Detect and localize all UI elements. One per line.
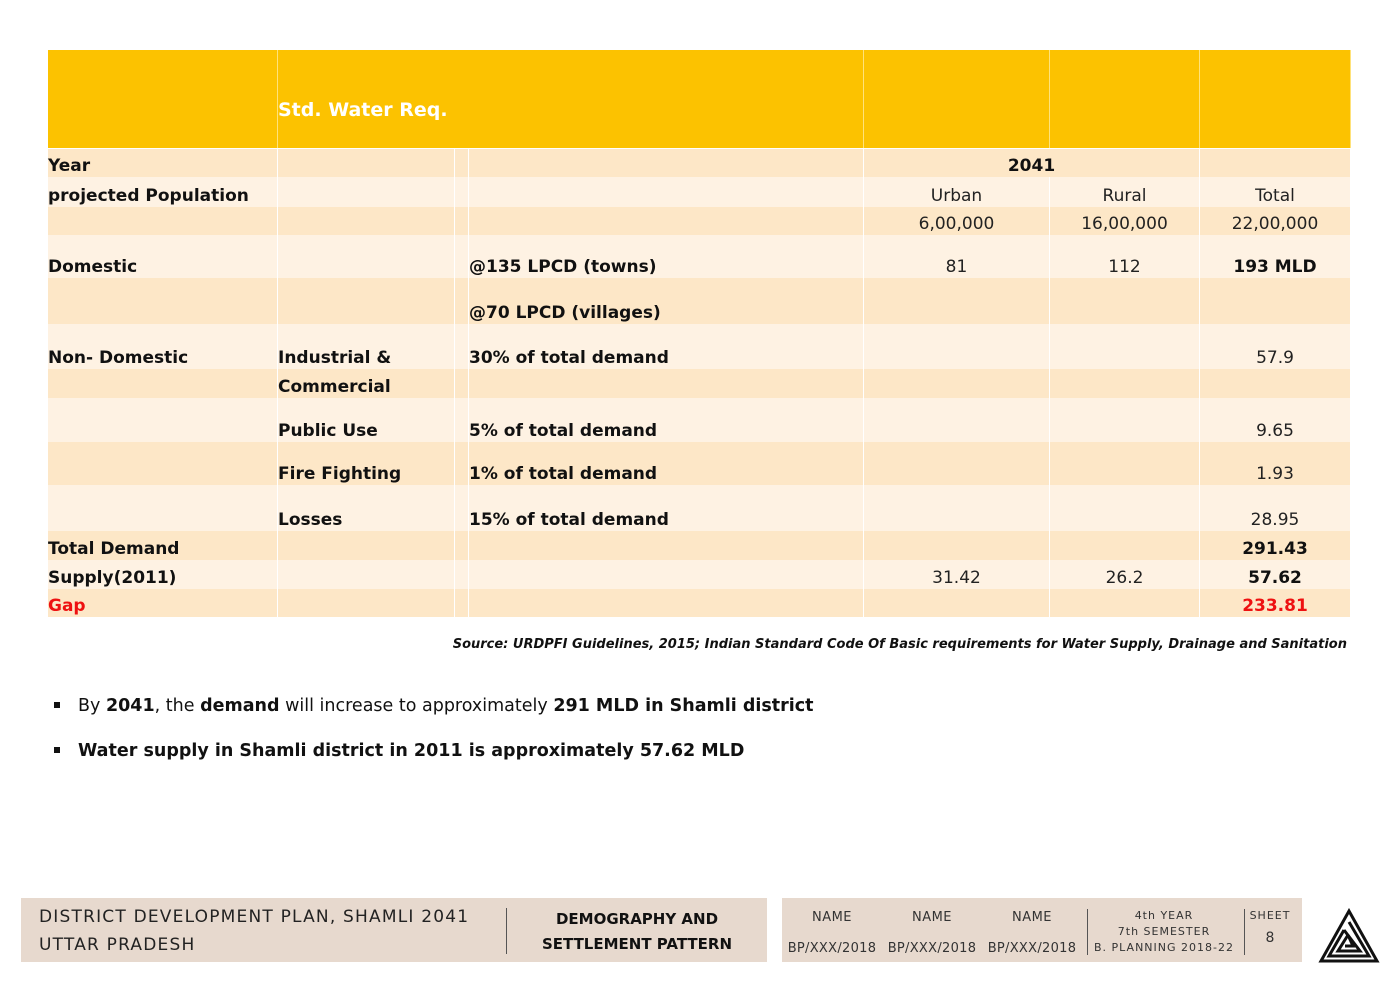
table-row-non-domestic: [48, 324, 1351, 369]
industrial-standard: 30% of total demand: [469, 348, 669, 368]
student-name-1: NAME: [811, 910, 853, 925]
plan-title: DISTRICT DEVELOPMENT PLAN, SHAMLI 2041: [39, 907, 470, 927]
fire-fighting-total: 1.93: [1256, 464, 1294, 484]
table-row-gap: [48, 589, 1351, 617]
supply-urban: 31.42: [932, 568, 981, 588]
population-label: projected Population: [48, 186, 249, 206]
population-urban: 6,00,000: [918, 214, 995, 234]
footer-title-block: [21, 898, 767, 962]
supply-label: Supply(2011): [48, 568, 177, 588]
course-name: B. PLANNING 2018-22: [1094, 941, 1234, 954]
table-header-row: [48, 50, 1351, 148]
column-rural: Rural: [1102, 186, 1147, 206]
student-id-1: BP/XXX/2018: [787, 941, 877, 956]
losses-total: 28.95: [1250, 510, 1300, 530]
footer-info-block: [782, 898, 1302, 962]
fire-fighting-label: Fire Fighting: [278, 464, 402, 484]
section-title-line2: SETTLEMENT PATTERN: [541, 935, 733, 953]
year-value: 2041: [1007, 156, 1056, 176]
gap-value: 233.81: [1242, 596, 1308, 616]
student-name-3: NAME: [1011, 910, 1053, 925]
student-id-3: BP/XXX/2018: [987, 941, 1077, 956]
table-row-supply: [48, 560, 1351, 589]
table-row-domestic: [48, 235, 1351, 278]
triangle-spiral-logo-icon: [1318, 908, 1380, 964]
sheet-number: 8: [1265, 930, 1275, 946]
industrial-label: Industrial &: [278, 348, 392, 368]
footer-divider: [506, 908, 507, 954]
supply-rural: 26.2: [1105, 568, 1144, 588]
table-row-villages: [48, 278, 1351, 324]
supply-total: 57.62: [1248, 568, 1302, 588]
footer-divider: [1244, 909, 1245, 955]
domestic-label: Domestic: [48, 257, 138, 277]
domestic-standard-villages: @70 LPCD (villages): [469, 303, 661, 323]
domestic-urban: 81: [945, 257, 968, 277]
student-id-2: BP/XXX/2018: [887, 941, 977, 956]
semester: 7th SEMESTER: [1117, 925, 1211, 938]
total-demand-label: Total Demand: [48, 539, 180, 559]
year-of-study: 4th YEAR: [1134, 909, 1194, 922]
sheet-label: SHEET: [1249, 909, 1291, 922]
student-name-2: NAME: [911, 910, 953, 925]
table-header-title: Std. Water Req.: [278, 99, 448, 121]
bullet-square-icon: [54, 747, 60, 753]
column-total: Total: [1255, 186, 1295, 206]
industrial-total: 57.9: [1256, 348, 1294, 368]
table-row-year: [48, 149, 1351, 177]
state-name: UTTAR PRADESH: [39, 935, 196, 955]
domestic-total: 193 MLD: [1233, 257, 1317, 277]
fire-fighting-standard: 1% of total demand: [469, 464, 658, 484]
non-domestic-label: Non- Domestic: [48, 348, 189, 368]
table-row-fire-fighting: [48, 442, 1351, 485]
losses-label: Losses: [278, 510, 343, 530]
year-label: Year: [48, 156, 91, 176]
public-use-label: Public Use: [278, 421, 378, 441]
section-title-line1: DEMOGRAPHY AND: [555, 910, 719, 928]
table-row-commercial: [48, 369, 1351, 398]
gap-label: Gap: [48, 596, 86, 616]
public-use-total: 9.65: [1256, 421, 1294, 441]
public-use-standard: 5% of total demand: [469, 421, 658, 441]
footer-divider: [1087, 909, 1088, 955]
domestic-rural: 112: [1108, 257, 1141, 277]
total-demand-value: 291.43: [1242, 539, 1308, 559]
table-row-population: [48, 177, 1351, 207]
bullet-square-icon: [54, 702, 60, 708]
population-rural: 16,00,000: [1081, 214, 1168, 234]
domestic-standard-towns: @135 LPCD (towns): [469, 257, 657, 277]
table-row-population-values: [48, 207, 1351, 235]
commercial-label: Commercial: [278, 377, 391, 397]
losses-standard: 15% of total demand: [469, 510, 669, 530]
column-urban: Urban: [930, 186, 983, 206]
population-total: 22,00,000: [1231, 214, 1319, 234]
table-row-total-demand: [48, 531, 1351, 560]
source-note: Source: URDPFI Guidelines, 2015; Indian Standard Code Of Basic requirements for Water Supply, Drainage and Sanitation: [452, 637, 1347, 652]
table-row-public-use: [48, 398, 1351, 442]
table-row-losses: [48, 485, 1351, 531]
